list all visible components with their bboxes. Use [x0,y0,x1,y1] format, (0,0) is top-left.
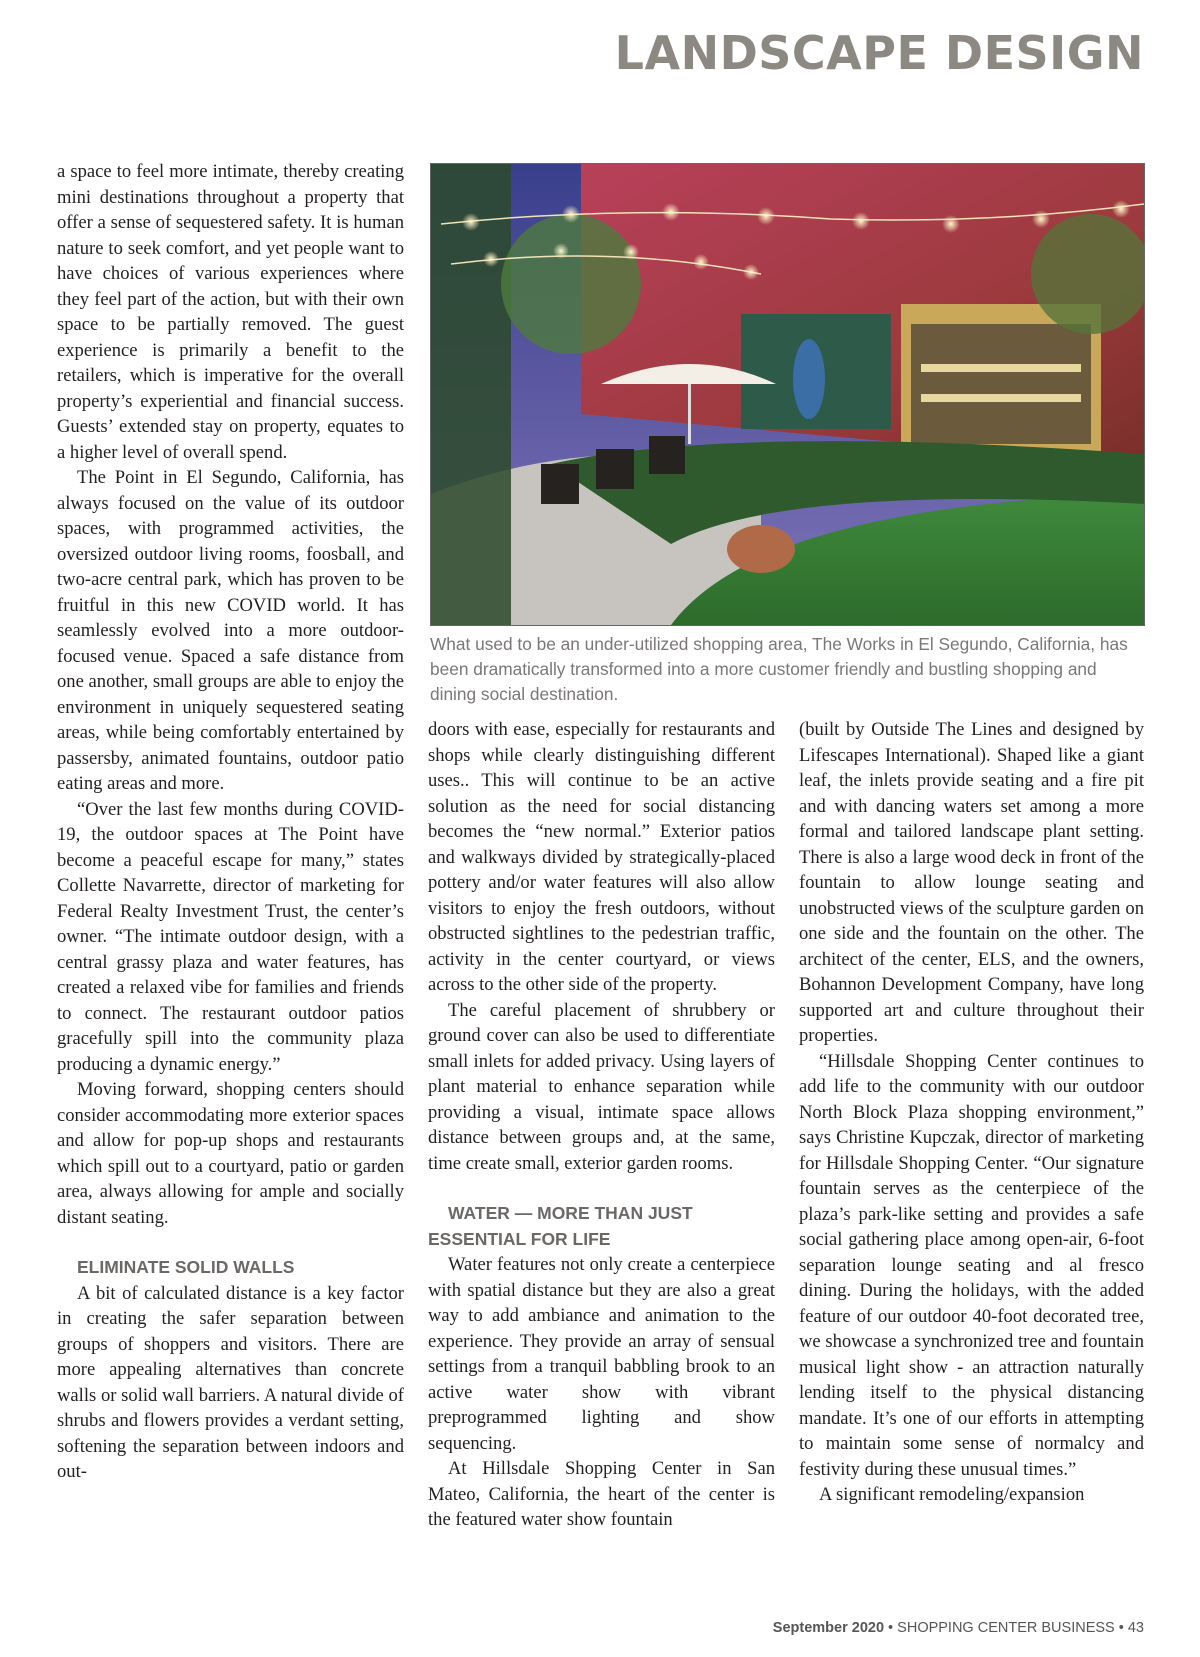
paragraph: doors with ease, especially for restaurants and shops while clearly distinguishing different uses.. This will continue to be an active solution as the need for social distancing becomes the “new normal.” Exterior patios and walkways divided by strategically-placed pottery and/or water features will also allow visitors to enjoy the fresh outdoors, without obstructed sightlines to the pedestrian traffic, activity in the center courtyard, or views across to the other side of the property. [428,719,775,995]
paragraph: a space to feel more intimate, thereby creating mini destinations throughout a property that offer a sense of sequestered safety. It is human nature to seek comfort, and yet people want to have choices of various experiences where they feel part of the action, but with their own space to be partially removed. The guest experience is primarily a benefit to the retailers, which is imperative for the overall property’s experiential and financial success. Guests’ extended stay on property, equates to a higher level of overall spend. [57,161,404,463]
paragraph: “Hillsdale Shopping Center continues to add life to the community with our outdoor North Block Plaza shopping environment,” says Christine Kupczak, director of marketing for Hillsdale Shopping Center. “Our signature fountain serves as the centerpiece of the plaza’s park-like setting and provides a safe social gathering place among open-air, 6-foot separation lounge seating and al fresco dining. During the holidays, with the added feature of our outdoor 40-foot decorated tree, we showcase a synchronized tree and fountain musical light show - an attraction naturally lending itself to the physical distancing mandate. It’s one of our efforts in attempting to maintain some sense of normalcy and festivity during these unusual times.” [799,1050,1144,1480]
page-number: 43 [1127,1620,1144,1636]
subheading: ELIMINATE SOLID WALLS [77,1257,295,1277]
paragraph: At Hillsdale Shopping Center in San Mateo, California, the heart of the center is the featured water show fountain [428,1458,775,1530]
paragraph: (built by Outside The Lines and designed by Lifescapes International). Shaped like a giant leaf, the inlets provide seating and a fire pit and with dancing waters set among a more formal and tailored landscape plant setting. There is also a large wood deck in front of the fountain to allow lounge seating and unobstructed views of the sculpture garden on one side and the fountain on the other. The architect of the center, ELS, and the owners, Bohannon Development Company, have long supported art and culture throughout their properties. [799,719,1144,1046]
courtyard-photo [430,163,1145,626]
paragraph: The careful placement of shrubbery or ground cover can also be used to differentiate small inlets for added privacy. Using layers of plant material to enhance separation while providing a visual, intimate space allows distance between groups and, at the same, time create small, exterior garden rooms. [428,999,775,1174]
paragraph: A significant remodeling/expansion [819,1484,1085,1505]
page-footer [773,1620,1144,1636]
subheading: WATER — MORE THAN JUST ESSENTIAL FOR LIFE [428,1203,693,1249]
separator: • [1114,1620,1128,1636]
paragraph: The Point in El Segundo, California, has always focused on the value of its outdoor spaces, with programmed activities, the oversized outdoor living rooms, foosball, and two-acre central park, which has proven to be fruitful in this new COVID world. It has seamlessly evolved into a more outdoor-focused venue. Spaced a safe distance from one another, small groups are able to enjoy the environment in uniquely sequestered seating areas, while being comfortably entertained by passersby, animated fountains, outdoor patio eating areas and more. [57,467,404,794]
paragraph: “Over the last few months during COVID-19, the outdoor spaces at The Point have become a peaceful escape for many,” states Collette Navarrette, director of marketing for Federal Realty Investment Trust, the center’s owner. “The intimate outdoor design, with a central grassy plaza and water features, has created a relaxed vibe for families and friends to connect. The restaurant outdoor patios gracefully spill into the community plaza producing a dynamic energy.” [57,798,404,1075]
photo-caption: What used to be an under-utilized shopping area, The Works in El Segundo, California, has been dramatically transformed into a more customer friendly and bustling shopping and dining social destination. [430,634,1128,704]
article-column-2 [428,717,775,1533]
issue-date: September 2020 [772,1620,885,1636]
paragraph: A bit of calculated distance is a key factor in creating the safer separation between groups of shoppers and visitors. There are more appealing alternatives than concrete walls or solid wall barriers. A natural divide of shrubs and flowers provides a verdant setting, softening the separation between indoors and out- [57,1282,404,1482]
separator: • [884,1620,898,1636]
publication-name: SHOPPING CENTER BUSINESS [897,1620,1115,1636]
article-column-1 [57,159,404,1485]
article-column-3 [799,717,1144,1508]
paragraph: Moving forward, shopping centers should consider accommodating more exterior spaces and allow for pop-up shops and restaurants which spill out to a courtyard, patio or garden area, always allowing for ample and socially distant seating. [57,1079,404,1228]
paragraph: Water features not only create a centerpiece with spatial distance but they are also a great way to add ambiance and animation to the experience. They provide an array of sensual settings from a tranquil babbling brook to an active water show with vibrant preprogrammed lighting and show sequencing. [428,1254,775,1454]
section-title: LANDSCAPE DESIGN [614,26,1144,80]
